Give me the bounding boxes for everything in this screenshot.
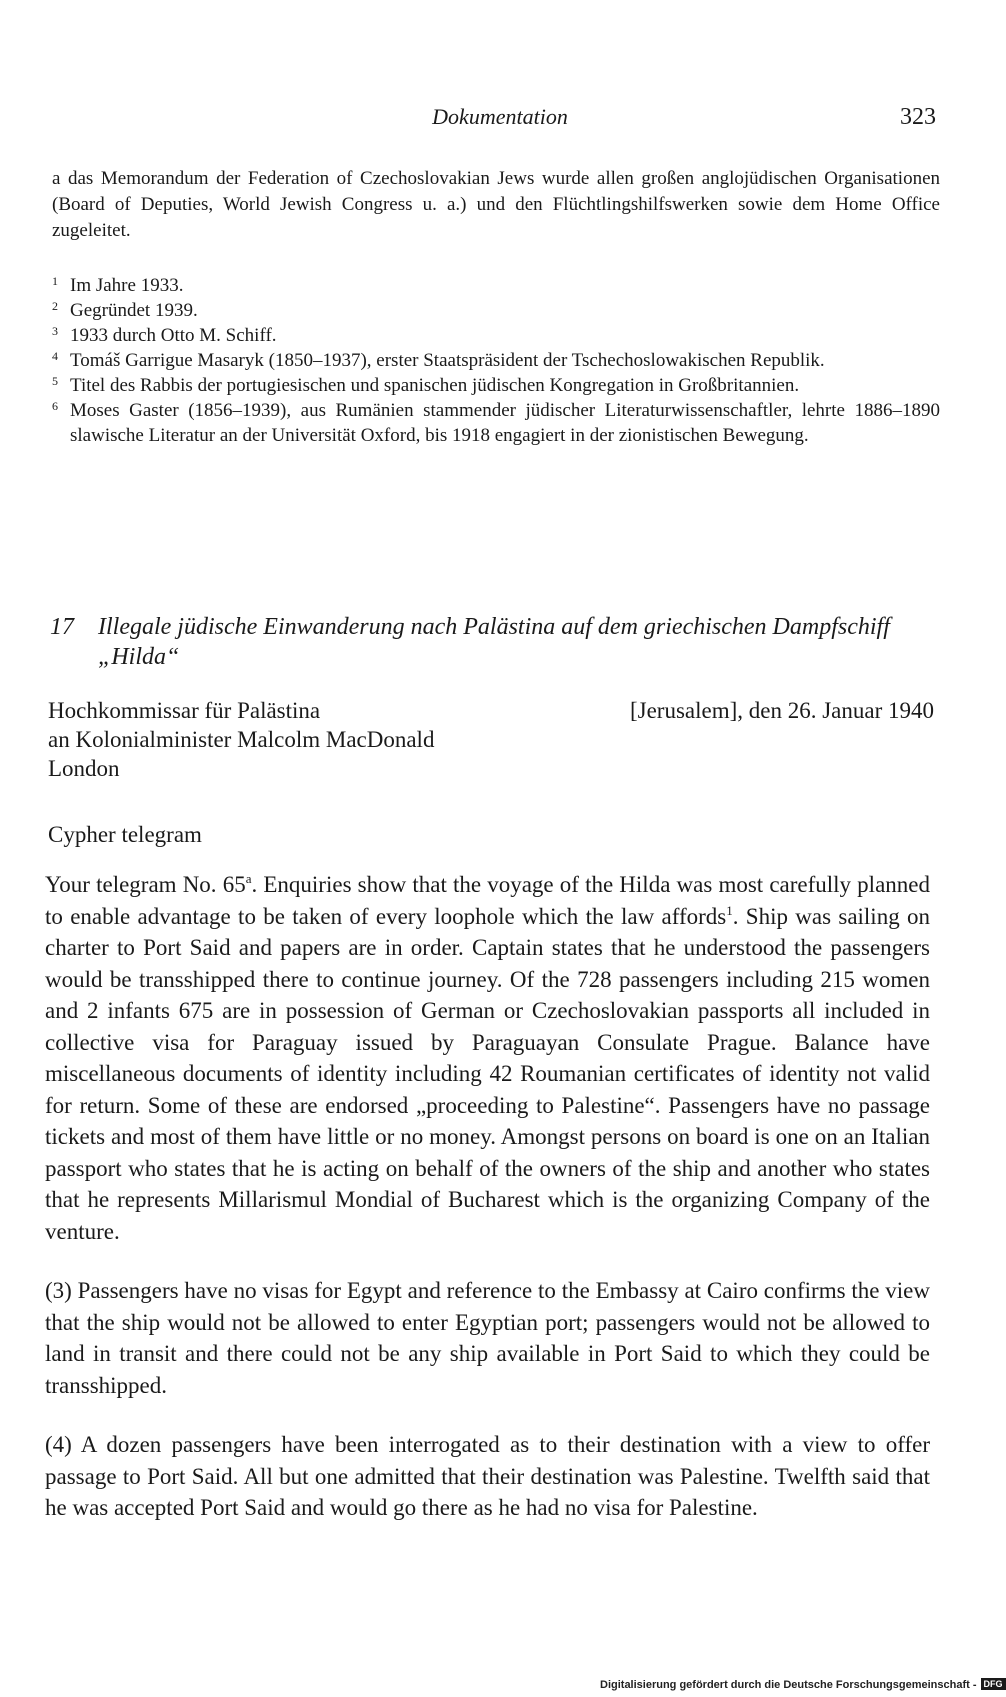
- document-type: Cypher telegram: [48, 822, 202, 847]
- paragraph-3: (4) A dozen passengers have been interrogated as to their destination with a view to offer passage to Port Said. All but one admitted that their destination was Palestine. Twelfth said that he was accepted Port Said and would go there as he had no visa for Palestine.: [45, 1432, 930, 1520]
- place: London: [48, 756, 120, 781]
- recipient: an Kolonialminister Malcolm MacDonald: [48, 727, 435, 752]
- footnote-ref: 1: [726, 902, 733, 918]
- footnote-text: Moses Gaster (1856–1939), aus Rumänien stammender jüdischer Literaturwissenschaftler, lehrte 1886–1890 slawische Literatur an der Universität Oxford, bis 1918 engagiert in der zionistischen Bewegung.: [70, 400, 940, 446]
- paragraph-1: Your telegram No. 65$^a$. Enquiries show that the voyage of the Hilda was most carefully planned to enable advantage to be taken of every loophole which the law affords$^1$. Ship was sailing on charter to Port Said and papers are in order. Captain states that he understood the passengers would be transshipped there to continue journey. Of the 728 passengers including 215 women and 2 infants 675 are in possession of German or Czechoslovakian passports all included in collective visa for Paraguay issued by Paraguayan Consulate Prague. Balance have miscellaneous documents of identity including 42 Roumanian certificates of identity not valid for return. Some of these are endorsed „proceeding to Palestine“. Passengers have no passage tickets and most of them have little or no money. Amongst persons on board is one on an Italian passport who states that he is acting on behalf of the owners of the ship and another who states that he represents Millarismul Mondial of Bucharest which is the organizing Company of the venture.: [45, 871, 931, 1244]
- footnote-number: 2: [52, 299, 58, 313]
- editorial-note: [52, 166, 940, 244]
- footnote-text: Gegründet 1939.: [70, 300, 198, 321]
- footnote-ref: a: [245, 871, 252, 886]
- footnote-number: 6: [52, 399, 58, 413]
- running-header-title: Dokumentation: [432, 104, 568, 129]
- paragraph-2: (3) Passengers have no visas for Egypt and reference to the Embassy at Cairo confirms the view that the ship would not be allowed to enter Egyptian port; passengers would not be allowed to land in transit and there could not be any ship available in Port Said to which they could be transshipped.: [45, 1278, 930, 1398]
- footnote: [52, 373, 940, 398]
- editorial-note-marker: a: [52, 168, 61, 189]
- footnote-number: 3: [52, 324, 58, 338]
- footnote: [52, 323, 940, 348]
- footnote: [52, 273, 940, 298]
- telegram-body: [45, 869, 930, 1552]
- footnote-text: Im Jahre 1933.: [70, 275, 184, 296]
- footnote: [52, 348, 940, 373]
- footnotes: [52, 273, 940, 448]
- document-number: 17: [50, 614, 74, 640]
- document-heading: [50, 612, 940, 672]
- dfg-logo: DFG: [981, 1678, 1006, 1690]
- editorial-note-text: das Memorandum der Federation of Czechoslovakian Jews wurde allen großen anglojüdischen Organisationen (Board of Deputies, World Jewish Congress u. a.) und den Flüchtlingshilfswerken sowie dem Home Office zugeleitet.: [52, 168, 941, 241]
- footnote-text: Tomáš Garrigue Masaryk (1850–1937), erster Staatspräsident der Tschechoslowakischen Republik.: [70, 350, 825, 371]
- footnote: [52, 298, 940, 323]
- footnote-number: 5: [52, 374, 58, 388]
- address-block: [48, 696, 434, 783]
- footnote: [52, 398, 940, 448]
- page-number: 323: [900, 104, 936, 130]
- footnote-number: 1: [52, 274, 58, 288]
- digitization-credit: Digitalisierung gefördert durch die Deutsche Forschungsgemeinschaft - DFG: [600, 1678, 1006, 1691]
- footnote-number: 4: [52, 349, 58, 363]
- footnote-text: 1933 durch Otto M. Schiff.: [70, 325, 277, 346]
- dateline: [Jerusalem], den 26. Januar 1940: [629, 698, 934, 723]
- footnote-text: Titel des Rabbis der portugiesischen und spanischen jüdischen Kongregation in Großbritannien.: [70, 375, 800, 396]
- document-title: Illegale jüdische Einwanderung nach Palästina auf dem griechischen Dampfschiff „Hilda“: [98, 614, 890, 670]
- sender: Hochkommissar für Palästina: [48, 698, 321, 723]
